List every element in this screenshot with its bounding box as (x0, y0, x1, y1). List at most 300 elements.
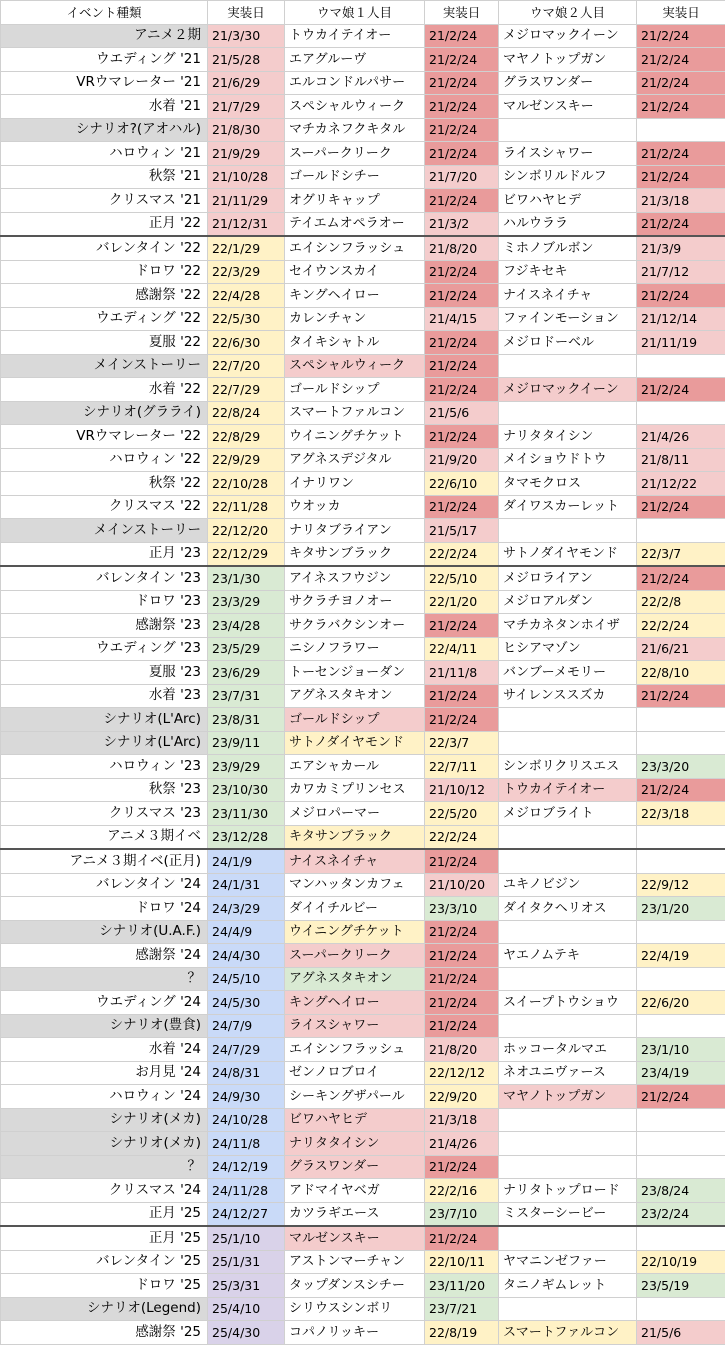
uma-1-cell[interactable]: トウカイテイオー (285, 24, 425, 48)
event-date-cell[interactable]: 22/7/29 (208, 378, 285, 402)
uma-1-date-cell[interactable]: 21/2/24 (425, 118, 499, 142)
uma-2-cell[interactable] (499, 920, 637, 944)
event-date-cell[interactable]: 23/4/28 (208, 614, 285, 638)
event-cell[interactable]: クリスマス '22 (1, 495, 208, 519)
uma-2-cell[interactable]: マヤノトップガン (499, 1085, 637, 1109)
uma-1-date-cell[interactable]: 21/2/24 (425, 1014, 499, 1038)
event-cell[interactable]: クリスマス '24 (1, 1179, 208, 1203)
uma-1-date-cell[interactable]: 21/2/24 (425, 48, 499, 72)
uma-2-date-cell[interactable] (637, 967, 725, 991)
event-cell[interactable]: シナリオ?(アオハル) (1, 118, 208, 142)
uma-1-cell[interactable]: アドマイヤベガ (285, 1179, 425, 1203)
event-cell[interactable]: ドロワ '23 (1, 590, 208, 614)
uma-1-date-cell[interactable]: 21/2/24 (425, 991, 499, 1015)
uma-1-date-cell[interactable]: 21/4/15 (425, 307, 499, 331)
event-cell[interactable]: ウエディング '21 (1, 48, 208, 72)
uma-1-date-cell[interactable]: 21/11/8 (425, 661, 499, 685)
uma-2-cell[interactable]: ダイタクヘリオス (499, 897, 637, 921)
uma-1-date-cell[interactable]: 22/1/20 (425, 590, 499, 614)
uma-2-date-cell[interactable]: 21/6/21 (637, 637, 725, 661)
event-date-cell[interactable]: 24/7/29 (208, 1038, 285, 1062)
uma-1-date-cell[interactable]: 21/3/2 (425, 212, 499, 236)
uma-1-date-cell[interactable]: 21/2/24 (425, 425, 499, 449)
event-date-cell[interactable]: 22/12/29 (208, 542, 285, 566)
uma-2-date-cell[interactable]: 21/12/22 (637, 472, 725, 496)
event-cell[interactable]: 秋祭 '23 (1, 778, 208, 802)
uma-2-date-cell[interactable]: 21/2/24 (637, 1085, 725, 1109)
uma-1-date-cell[interactable]: 21/10/20 (425, 873, 499, 897)
uma-2-date-cell[interactable] (637, 849, 725, 873)
uma-2-date-cell[interactable]: 23/5/19 (637, 1274, 725, 1298)
uma-2-date-cell[interactable] (637, 731, 725, 755)
uma-2-date-cell[interactable] (637, 1132, 725, 1156)
uma-1-cell[interactable]: カワカミプリンセス (285, 778, 425, 802)
uma-1-cell[interactable]: シリウスシンボリ (285, 1297, 425, 1321)
uma-1-cell[interactable]: アグネスタキオン (285, 684, 425, 708)
uma-2-cell[interactable]: グラスワンダー (499, 71, 637, 95)
uma-1-cell[interactable]: ウイニングチケット (285, 425, 425, 449)
uma-2-date-cell[interactable]: 21/2/24 (637, 684, 725, 708)
uma-1-cell[interactable]: アグネスデジタル (285, 448, 425, 472)
uma-1-date-cell[interactable]: 21/2/24 (425, 331, 499, 355)
uma-2-cell[interactable]: サトノダイヤモンド (499, 542, 637, 566)
uma-2-cell[interactable]: ダイワスカーレット (499, 495, 637, 519)
uma-1-cell[interactable]: イナリワン (285, 472, 425, 496)
event-cell[interactable]: 感謝祭 '25 (1, 1321, 208, 1345)
uma-1-date-cell[interactable]: 21/2/24 (425, 495, 499, 519)
uma-2-cell[interactable]: メジロマックイーン (499, 378, 637, 402)
uma-2-cell[interactable] (499, 849, 637, 873)
event-cell[interactable]: ハロウィン '21 (1, 142, 208, 166)
uma-2-cell[interactable] (499, 708, 637, 732)
uma-2-cell[interactable]: マルゼンスキー (499, 95, 637, 119)
uma-1-date-cell[interactable]: 23/7/21 (425, 1297, 499, 1321)
uma-1-cell[interactable]: ナリタブライアン (285, 519, 425, 543)
event-date-cell[interactable]: 24/4/30 (208, 944, 285, 968)
uma-2-date-cell[interactable]: 23/8/24 (637, 1179, 725, 1203)
uma-1-cell[interactable]: トーセンジョーダン (285, 661, 425, 685)
uma-2-date-cell[interactable]: 21/8/11 (637, 448, 725, 472)
event-cell[interactable]: 水着 '22 (1, 378, 208, 402)
uma-2-cell[interactable] (499, 354, 637, 378)
event-date-cell[interactable]: 21/8/30 (208, 118, 285, 142)
event-date-cell[interactable]: 23/3/29 (208, 590, 285, 614)
event-cell[interactable]: 夏服 '23 (1, 661, 208, 685)
event-cell[interactable]: バレンタイン '22 (1, 236, 208, 260)
uma-1-date-cell[interactable]: 22/9/20 (425, 1085, 499, 1109)
event-cell[interactable]: ウエディング '22 (1, 307, 208, 331)
event-date-cell[interactable]: 22/4/28 (208, 284, 285, 308)
event-cell[interactable]: クリスマス '21 (1, 189, 208, 213)
event-cell[interactable]: ドロワ '22 (1, 260, 208, 284)
uma-2-cell[interactable] (499, 519, 637, 543)
uma-1-cell[interactable]: ゴールドシップ (285, 378, 425, 402)
header-release-date[interactable]: 実装日 (208, 1, 285, 25)
event-cell[interactable]: シナリオ(L'Arc) (1, 731, 208, 755)
uma-2-cell[interactable]: ユキノビジン (499, 873, 637, 897)
uma-2-date-cell[interactable]: 21/2/24 (637, 48, 725, 72)
uma-1-date-cell[interactable]: 21/10/12 (425, 778, 499, 802)
uma-2-date-cell[interactable] (637, 1226, 725, 1250)
event-cell[interactable]: アニメ３期イベ(正月) (1, 849, 208, 873)
event-cell[interactable]: シナリオ(メカ) (1, 1108, 208, 1132)
uma-2-cell[interactable]: メイショウドトウ (499, 448, 637, 472)
event-date-cell[interactable]: 21/11/29 (208, 189, 285, 213)
uma-2-date-cell[interactable]: 22/9/12 (637, 873, 725, 897)
uma-1-cell[interactable]: サトノダイヤモンド (285, 731, 425, 755)
uma-1-cell[interactable]: エルコンドルパサー (285, 71, 425, 95)
event-date-cell[interactable]: 24/12/27 (208, 1202, 285, 1226)
uma-2-date-cell[interactable]: 21/2/24 (637, 95, 725, 119)
uma-2-cell[interactable]: タニノギムレット (499, 1274, 637, 1298)
uma-1-cell[interactable]: アストンマーチャン (285, 1250, 425, 1274)
uma-2-date-cell[interactable]: 22/2/8 (637, 590, 725, 614)
event-cell[interactable]: メインストーリー (1, 354, 208, 378)
uma-2-date-cell[interactable]: 22/10/19 (637, 1250, 725, 1274)
event-date-cell[interactable]: 23/12/28 (208, 825, 285, 849)
uma-2-cell[interactable]: タマモクロス (499, 472, 637, 496)
uma-2-cell[interactable]: ナリタトップロード (499, 1179, 637, 1203)
uma-2-cell[interactable]: メジロライアン (499, 566, 637, 590)
uma-2-cell[interactable]: スマートファルコン (499, 1321, 637, 1345)
uma-2-cell[interactable]: メジロマックイーン (499, 24, 637, 48)
event-date-cell[interactable]: 24/1/31 (208, 873, 285, 897)
uma-1-date-cell[interactable]: 22/2/24 (425, 825, 499, 849)
event-cell[interactable]: 秋祭 '22 (1, 472, 208, 496)
header-uma-1-date[interactable]: 実装日 (425, 1, 499, 25)
event-date-cell[interactable]: 23/7/31 (208, 684, 285, 708)
uma-2-cell[interactable]: ビワハヤヒデ (499, 189, 637, 213)
uma-2-date-cell[interactable]: 23/3/20 (637, 755, 725, 779)
uma-1-cell[interactable]: ニシノフラワー (285, 637, 425, 661)
uma-2-date-cell[interactable] (637, 401, 725, 425)
event-date-cell[interactable]: 24/1/9 (208, 849, 285, 873)
uma-1-date-cell[interactable]: 23/11/20 (425, 1274, 499, 1298)
event-date-cell[interactable]: 22/5/30 (208, 307, 285, 331)
uma-1-date-cell[interactable]: 21/2/24 (425, 944, 499, 968)
uma-1-cell[interactable]: マンハッタンカフェ (285, 873, 425, 897)
event-cell[interactable]: シナリオ(Legend) (1, 1297, 208, 1321)
event-cell[interactable]: 感謝祭 '24 (1, 944, 208, 968)
event-cell[interactable]: バレンタイン '24 (1, 873, 208, 897)
uma-1-cell[interactable]: ゼンノロブロイ (285, 1061, 425, 1085)
uma-1-date-cell[interactable]: 21/2/24 (425, 95, 499, 119)
uma-2-date-cell[interactable]: 21/5/6 (637, 1321, 725, 1345)
uma-2-cell[interactable] (499, 1297, 637, 1321)
uma-1-cell[interactable]: シーキングザパール (285, 1085, 425, 1109)
event-date-cell[interactable]: 23/11/30 (208, 802, 285, 826)
event-date-cell[interactable]: 23/1/30 (208, 566, 285, 590)
event-cell[interactable]: シナリオ(L'Arc) (1, 708, 208, 732)
uma-1-date-cell[interactable]: 22/4/11 (425, 637, 499, 661)
uma-1-cell[interactable]: アイネスフウジン (285, 566, 425, 590)
event-cell[interactable]: アニメ２期 (1, 24, 208, 48)
event-date-cell[interactable]: 22/7/20 (208, 354, 285, 378)
uma-1-date-cell[interactable]: 21/2/24 (425, 684, 499, 708)
event-date-cell[interactable]: 23/8/31 (208, 708, 285, 732)
uma-2-date-cell[interactable]: 23/4/19 (637, 1061, 725, 1085)
event-cell[interactable]: ？ (1, 1155, 208, 1179)
uma-1-cell[interactable]: スマートファルコン (285, 401, 425, 425)
uma-2-cell[interactable] (499, 118, 637, 142)
uma-2-cell[interactable]: サイレンススズカ (499, 684, 637, 708)
uma-2-date-cell[interactable]: 21/2/24 (637, 24, 725, 48)
uma-1-cell[interactable]: キタサンブラック (285, 825, 425, 849)
uma-1-date-cell[interactable]: 21/5/17 (425, 519, 499, 543)
uma-1-cell[interactable]: セイウンスカイ (285, 260, 425, 284)
event-date-cell[interactable]: 23/9/29 (208, 755, 285, 779)
uma-2-date-cell[interactable] (637, 1108, 725, 1132)
uma-2-cell[interactable]: ハルウララ (499, 212, 637, 236)
event-date-cell[interactable]: 24/7/9 (208, 1014, 285, 1038)
uma-1-date-cell[interactable]: 21/2/24 (425, 1226, 499, 1250)
uma-1-cell[interactable]: マチカネフクキタル (285, 118, 425, 142)
event-cell[interactable]: シナリオ(豊食) (1, 1014, 208, 1038)
uma-1-date-cell[interactable]: 22/2/24 (425, 542, 499, 566)
uma-2-date-cell[interactable]: 21/2/24 (637, 284, 725, 308)
uma-1-cell[interactable]: ナリタタイシン (285, 1132, 425, 1156)
uma-2-cell[interactable]: メジロアルダン (499, 590, 637, 614)
uma-1-date-cell[interactable]: 21/4/26 (425, 1132, 499, 1156)
uma-1-cell[interactable]: エイシンフラッシュ (285, 236, 425, 260)
uma-1-cell[interactable]: ウイニングチケット (285, 920, 425, 944)
event-date-cell[interactable]: 21/5/28 (208, 48, 285, 72)
event-cell[interactable]: バレンタイン '23 (1, 566, 208, 590)
uma-2-cell[interactable] (499, 1108, 637, 1132)
uma-1-date-cell[interactable]: 21/2/24 (425, 849, 499, 873)
event-date-cell[interactable]: 24/10/28 (208, 1108, 285, 1132)
uma-2-cell[interactable] (499, 1226, 637, 1250)
uma-1-date-cell[interactable]: 21/8/20 (425, 1038, 499, 1062)
uma-2-cell[interactable] (499, 967, 637, 991)
event-date-cell[interactable]: 23/5/29 (208, 637, 285, 661)
event-cell[interactable]: シナリオ(グラライ) (1, 401, 208, 425)
uma-1-cell[interactable]: ダイイチルビー (285, 897, 425, 921)
uma-1-cell[interactable]: ナイスネイチャ (285, 849, 425, 873)
event-date-cell[interactable]: 24/12/19 (208, 1155, 285, 1179)
event-cell[interactable]: 正月 '23 (1, 542, 208, 566)
event-date-cell[interactable]: 22/8/24 (208, 401, 285, 425)
uma-1-cell[interactable]: サクラチヨノオー (285, 590, 425, 614)
uma-2-date-cell[interactable] (637, 920, 725, 944)
uma-2-cell[interactable]: メジロドーベル (499, 331, 637, 355)
uma-1-date-cell[interactable]: 21/2/24 (425, 708, 499, 732)
uma-2-cell[interactable] (499, 401, 637, 425)
uma-1-date-cell[interactable]: 22/8/19 (425, 1321, 499, 1345)
uma-1-cell[interactable]: スペシャルウィーク (285, 95, 425, 119)
event-date-cell[interactable]: 25/4/30 (208, 1321, 285, 1345)
uma-1-cell[interactable]: ライスシャワー (285, 1014, 425, 1038)
event-date-cell[interactable]: 24/11/8 (208, 1132, 285, 1156)
event-cell[interactable]: 夏服 '22 (1, 331, 208, 355)
uma-1-date-cell[interactable]: 21/2/24 (425, 260, 499, 284)
event-cell[interactable]: 感謝祭 '22 (1, 284, 208, 308)
event-date-cell[interactable]: 22/12/20 (208, 519, 285, 543)
uma-2-date-cell[interactable]: 22/3/18 (637, 802, 725, 826)
event-date-cell[interactable]: 25/4/10 (208, 1297, 285, 1321)
uma-1-date-cell[interactable]: 22/5/10 (425, 566, 499, 590)
uma-2-date-cell[interactable] (637, 1155, 725, 1179)
uma-2-cell[interactable]: シンボリクリスエス (499, 755, 637, 779)
event-date-cell[interactable]: 24/5/10 (208, 967, 285, 991)
uma-2-date-cell[interactable]: 22/4/19 (637, 944, 725, 968)
uma-1-date-cell[interactable]: 22/5/20 (425, 802, 499, 826)
uma-2-date-cell[interactable]: 21/4/26 (637, 425, 725, 449)
uma-2-date-cell[interactable]: 21/2/24 (637, 778, 725, 802)
uma-2-cell[interactable]: ミホノブルボン (499, 236, 637, 260)
uma-1-date-cell[interactable]: 21/2/24 (425, 1155, 499, 1179)
uma-2-cell[interactable]: フジキセキ (499, 260, 637, 284)
event-cell[interactable]: 正月 '25 (1, 1226, 208, 1250)
uma-2-cell[interactable] (499, 825, 637, 849)
uma-2-cell[interactable]: メジロブライト (499, 802, 637, 826)
uma-2-date-cell[interactable]: 23/2/24 (637, 1202, 725, 1226)
event-cell[interactable]: シナリオ(U.A.F.) (1, 920, 208, 944)
event-date-cell[interactable]: 25/1/31 (208, 1250, 285, 1274)
event-cell[interactable]: ドロワ '25 (1, 1274, 208, 1298)
uma-2-cell[interactable]: ナイスネイチャ (499, 284, 637, 308)
uma-1-cell[interactable]: スーパークリーク (285, 944, 425, 968)
uma-1-cell[interactable]: マルゼンスキー (285, 1226, 425, 1250)
uma-1-cell[interactable]: グラスワンダー (285, 1155, 425, 1179)
uma-2-date-cell[interactable]: 22/3/7 (637, 542, 725, 566)
event-date-cell[interactable]: 22/10/28 (208, 472, 285, 496)
uma-2-date-cell[interactable] (637, 825, 725, 849)
uma-1-cell[interactable]: オグリキャップ (285, 189, 425, 213)
uma-1-date-cell[interactable]: 21/9/20 (425, 448, 499, 472)
uma-1-cell[interactable]: ウオッカ (285, 495, 425, 519)
uma-2-cell[interactable]: トウカイテイオー (499, 778, 637, 802)
uma-1-cell[interactable]: ゴールドシップ (285, 708, 425, 732)
uma-2-date-cell[interactable] (637, 708, 725, 732)
uma-1-date-cell[interactable]: 22/10/11 (425, 1250, 499, 1274)
uma-2-cell[interactable]: バンブーメモリー (499, 661, 637, 685)
event-date-cell[interactable]: 21/9/29 (208, 142, 285, 166)
event-cell[interactable]: VRウマレーター '21 (1, 71, 208, 95)
event-cell[interactable]: 水着 '23 (1, 684, 208, 708)
uma-2-date-cell[interactable] (637, 118, 725, 142)
uma-2-cell[interactable]: マヤノトップガン (499, 48, 637, 72)
uma-2-cell[interactable]: ヤエノムテキ (499, 944, 637, 968)
event-cell[interactable]: 秋祭 '21 (1, 165, 208, 189)
uma-2-date-cell[interactable]: 21/3/9 (637, 236, 725, 260)
event-date-cell[interactable]: 22/8/29 (208, 425, 285, 449)
event-cell[interactable]: ドロワ '24 (1, 897, 208, 921)
uma-2-cell[interactable]: ナリタタイシン (499, 425, 637, 449)
uma-1-date-cell[interactable]: 23/3/10 (425, 897, 499, 921)
uma-2-date-cell[interactable]: 23/1/10 (637, 1038, 725, 1062)
uma-1-date-cell[interactable]: 21/2/24 (425, 71, 499, 95)
event-date-cell[interactable]: 21/7/29 (208, 95, 285, 119)
uma-2-cell[interactable]: ライスシャワー (499, 142, 637, 166)
uma-1-date-cell[interactable]: 21/3/18 (425, 1108, 499, 1132)
uma-2-date-cell[interactable]: 21/2/24 (637, 212, 725, 236)
uma-2-date-cell[interactable]: 21/2/24 (637, 378, 725, 402)
uma-2-cell[interactable]: シンボリルドルフ (499, 165, 637, 189)
uma-1-date-cell[interactable]: 22/7/11 (425, 755, 499, 779)
uma-2-cell[interactable] (499, 1155, 637, 1179)
uma-1-date-cell[interactable]: 21/2/24 (425, 284, 499, 308)
uma-2-date-cell[interactable]: 21/12/14 (637, 307, 725, 331)
event-date-cell[interactable]: 24/11/28 (208, 1179, 285, 1203)
event-cell[interactable]: 水着 '21 (1, 95, 208, 119)
event-cell[interactable]: 水着 '24 (1, 1038, 208, 1062)
uma-1-date-cell[interactable]: 22/12/12 (425, 1061, 499, 1085)
event-date-cell[interactable]: 21/6/29 (208, 71, 285, 95)
event-cell[interactable]: ？ (1, 967, 208, 991)
event-date-cell[interactable]: 21/3/30 (208, 24, 285, 48)
uma-2-cell[interactable]: ネオユニヴァース (499, 1061, 637, 1085)
uma-2-cell[interactable]: ミスターシービー (499, 1202, 637, 1226)
uma-1-date-cell[interactable]: 21/5/6 (425, 401, 499, 425)
event-cell[interactable]: クリスマス '23 (1, 802, 208, 826)
uma-1-cell[interactable]: タイキシャトル (285, 331, 425, 355)
uma-2-date-cell[interactable]: 21/7/12 (637, 260, 725, 284)
uma-1-date-cell[interactable]: 21/2/24 (425, 967, 499, 991)
uma-2-date-cell[interactable]: 21/11/19 (637, 331, 725, 355)
uma-1-cell[interactable]: カレンチャン (285, 307, 425, 331)
uma-1-date-cell[interactable]: 21/2/24 (425, 189, 499, 213)
uma-2-date-cell[interactable]: 21/2/24 (637, 566, 725, 590)
uma-2-date-cell[interactable]: 21/3/18 (637, 189, 725, 213)
event-date-cell[interactable]: 23/9/11 (208, 731, 285, 755)
uma-1-cell[interactable]: エアシャカール (285, 755, 425, 779)
uma-1-cell[interactable]: ビワハヤヒデ (285, 1108, 425, 1132)
uma-1-cell[interactable]: キングヘイロー (285, 284, 425, 308)
uma-1-cell[interactable]: タップダンスシチー (285, 1274, 425, 1298)
uma-2-date-cell[interactable] (637, 519, 725, 543)
header-uma-1[interactable]: ウマ娘１人目 (285, 1, 425, 25)
event-cell[interactable]: シナリオ(メカ) (1, 1132, 208, 1156)
event-date-cell[interactable]: 22/1/29 (208, 236, 285, 260)
uma-2-date-cell[interactable]: 21/2/24 (637, 142, 725, 166)
event-cell[interactable]: ウエディング '23 (1, 637, 208, 661)
event-cell[interactable]: バレンタイン '25 (1, 1250, 208, 1274)
event-date-cell[interactable]: 22/3/29 (208, 260, 285, 284)
uma-2-cell[interactable] (499, 1014, 637, 1038)
uma-1-date-cell[interactable]: 22/2/16 (425, 1179, 499, 1203)
event-cell[interactable]: ハロウィン '24 (1, 1085, 208, 1109)
event-cell[interactable]: ハロウィン '22 (1, 448, 208, 472)
event-date-cell[interactable]: 22/9/29 (208, 448, 285, 472)
uma-1-date-cell[interactable]: 21/2/24 (425, 354, 499, 378)
uma-2-cell[interactable]: マチカネタンホイザ (499, 614, 637, 638)
event-cell[interactable]: アニメ３期イベ (1, 825, 208, 849)
event-date-cell[interactable]: 24/8/31 (208, 1061, 285, 1085)
uma-1-date-cell[interactable]: 21/2/24 (425, 614, 499, 638)
uma-1-date-cell[interactable]: 21/2/24 (425, 24, 499, 48)
uma-1-cell[interactable]: キングヘイロー (285, 991, 425, 1015)
event-date-cell[interactable]: 23/6/29 (208, 661, 285, 685)
event-date-cell[interactable]: 21/10/28 (208, 165, 285, 189)
uma-2-date-cell[interactable]: 21/2/24 (637, 71, 725, 95)
event-date-cell[interactable]: 21/12/31 (208, 212, 285, 236)
event-cell[interactable]: 正月 '22 (1, 212, 208, 236)
event-date-cell[interactable]: 22/6/30 (208, 331, 285, 355)
uma-2-cell[interactable]: ホッコータルマエ (499, 1038, 637, 1062)
header-uma-2-date[interactable]: 実装日 (637, 1, 725, 25)
uma-1-cell[interactable]: アグネスタキオン (285, 967, 425, 991)
uma-2-date-cell[interactable]: 23/1/20 (637, 897, 725, 921)
uma-2-date-cell[interactable]: 21/2/24 (637, 165, 725, 189)
uma-1-date-cell[interactable]: 21/7/20 (425, 165, 499, 189)
uma-2-cell[interactable] (499, 1132, 637, 1156)
event-date-cell[interactable]: 22/11/28 (208, 495, 285, 519)
uma-1-cell[interactable]: メジロパーマー (285, 802, 425, 826)
event-date-cell[interactable]: 24/5/30 (208, 991, 285, 1015)
uma-2-cell[interactable]: ヒシアマゾン (499, 637, 637, 661)
header-uma-2[interactable]: ウマ娘２人目 (499, 1, 637, 25)
